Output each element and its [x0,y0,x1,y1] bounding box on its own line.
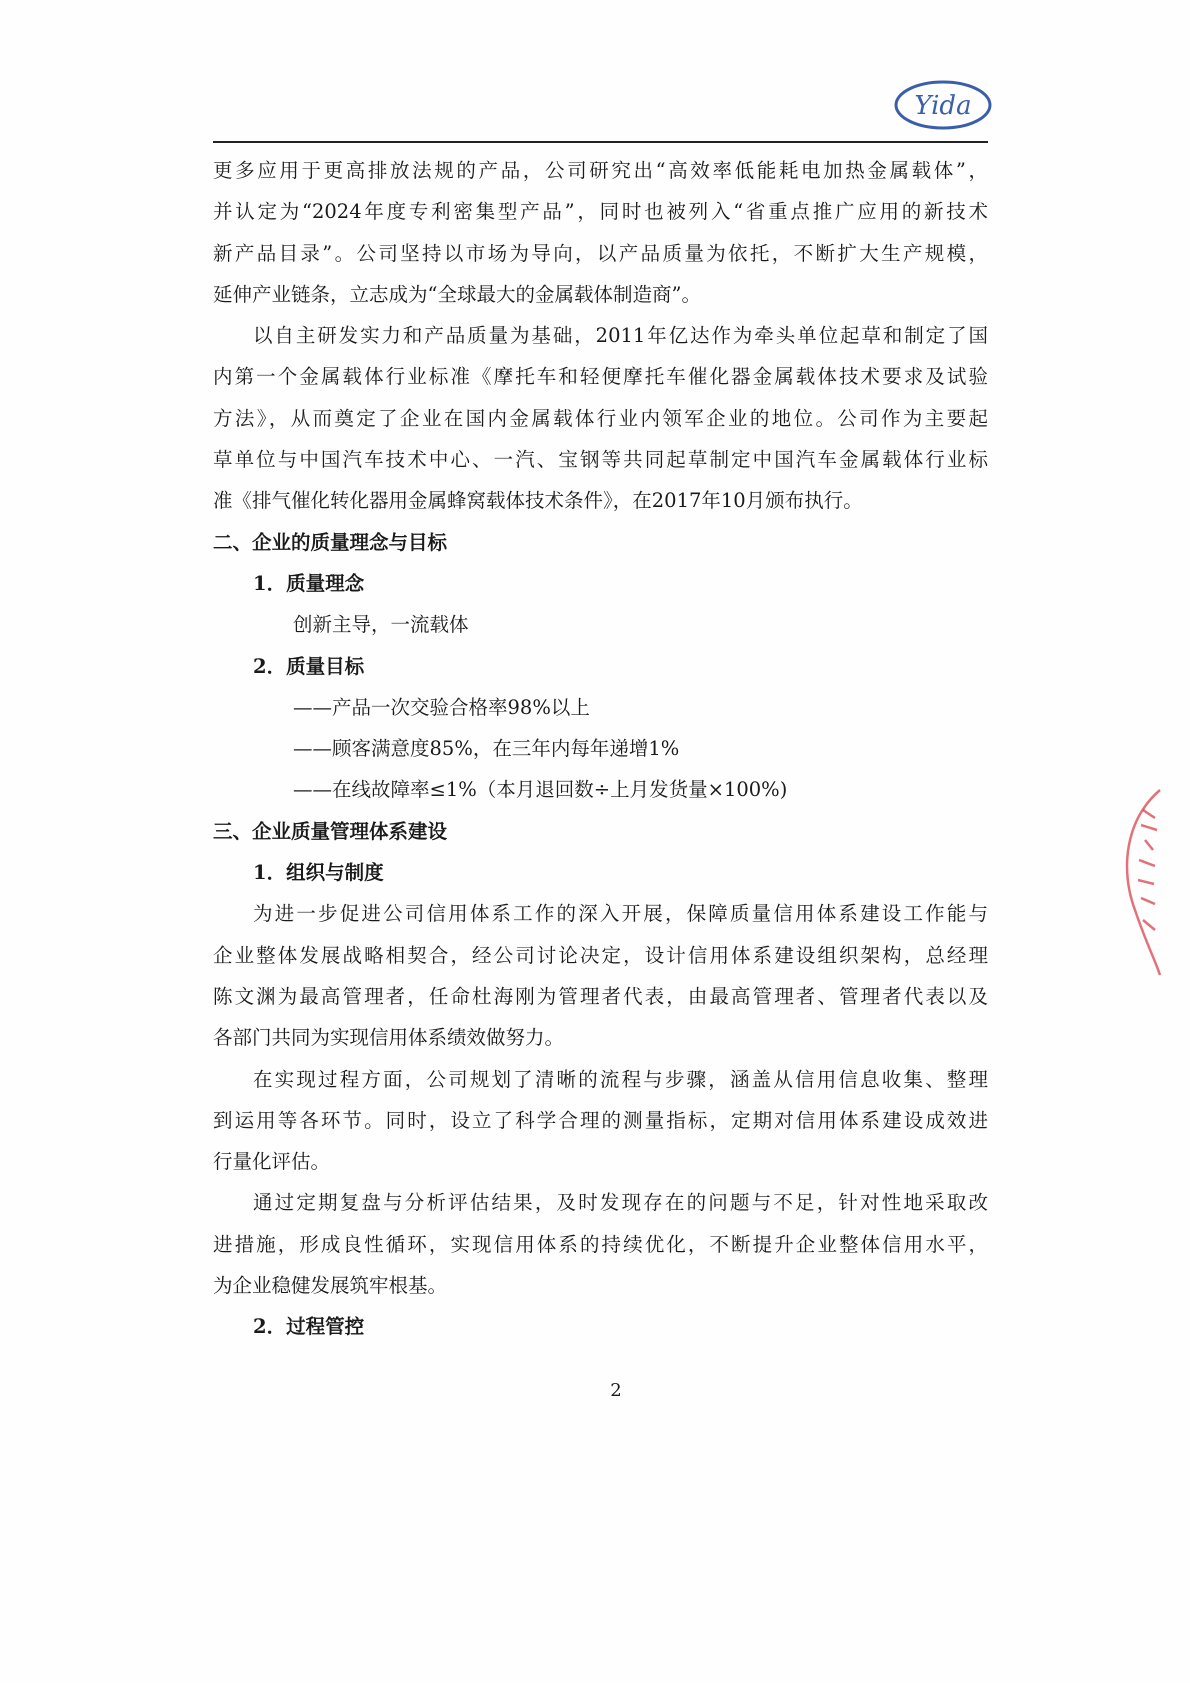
text-line: 到运用等各环节。同时，设立了科学合理的测量指标，定期对信用体系建设成效进 [213,1108,988,1132]
text-line: 以自主研发实力和产品质量为基础，2011年亿达作为牵头单位起草和制定了国 [253,324,988,348]
section-3-heading: 三、企业质量管理体系建设 [213,819,448,843]
text-line: 行量化评估。 [213,1150,331,1174]
text-line: 为进一步促进公司信用体系工作的深入开展，保障质量信用体系建设工作能与 [253,902,988,926]
text-line: 各部门共同为实现信用体系绩效做努力。 [213,1026,565,1050]
text-line: 进措施，形成良性循环，实现信用体系的持续优化，不断提升企业整体信用水平， [213,1232,988,1256]
text-line: 为企业稳健发展筑牢根基。 [213,1274,448,1298]
subsection-quality-philosophy-heading: 1．质量理念 [253,571,365,595]
text-line: 延伸产业链条，立志成为“全球最大的金属载体制造商”。 [213,282,701,306]
subsection-quality-goals-heading: 2．质量目标 [253,654,365,678]
quality-goal-item: ——顾客满意度85%，在三年内每年递增1% [293,737,680,761]
paragraph-5 [213,1182,988,1306]
paragraph-1 [213,150,988,315]
quality-goal-item: ——产品一次交验合格率98%以上 [293,695,590,719]
logo-text: Yida [914,91,972,121]
subsection-organization-heading: 1．组织与制度 [253,861,384,885]
paragraph-2 [213,315,988,521]
text-line: 在实现过程方面，公司规划了清晰的流程与步骤，涵盖从信用信息收集、整理 [253,1067,988,1091]
section-2-heading: 二、企业的质量理念与目标 [213,530,448,554]
paragraph-4 [213,1059,988,1183]
text-line: 企业整体发展战略相契合，经公司讨论决定，设计信用体系建设组织架构，总经理 [213,943,988,967]
yida-logo [893,78,993,132]
paragraph-3 [213,893,988,1058]
text-line: 更多应用于更高排放法规的产品，公司研究出“高效率低能耗电加热金属载体”， [213,159,988,182]
header-divider [213,141,988,143]
text-line: 方法》，从而奠定了企业在国内金属载体行业内领军企业的地位。公司作为主要起 [213,406,988,430]
quality-philosophy-text: 创新主导，一流载体 [293,613,469,637]
seal-stamp-fragment [1105,780,1165,980]
text-line: 并认定为“2024年度专利密集型产品”，同时也被列入“省重点推广应用的新技术 [213,200,988,224]
text-line: 陈文渊为最高管理者，任命杜海刚为管理者代表，由最高管理者、管理者代表以及 [213,984,988,1008]
text-line: 草单位与中国汽车技术中心、一汽、宝钢等共同起草制定中国汽车金属载体行业标 [213,448,988,472]
text-line: 准《排气催化转化器用金属蜂窝载体技术条件》，在2017年10月颁布执行。 [213,489,863,513]
quality-goal-item: ——在线故障率≤1%（本月退回数÷上月发货量×100%) [293,778,788,802]
text-line: 通过定期复盘与分析评估结果，及时发现存在的问题与不足，针对性地采取改 [253,1191,988,1215]
document-body [213,150,988,1348]
text-line: 新产品目录”。公司坚持以市场为导向，以产品质量为依托，不断扩大生产规模， [213,241,988,265]
page-number: 2 [610,1380,622,1401]
subsection-process-control-heading: 2．过程管控 [253,1315,365,1339]
text-line: 内第一个金属载体行业标准《摩托车和轻便摩托车催化器金属载体技术要求及试验 [213,365,988,389]
